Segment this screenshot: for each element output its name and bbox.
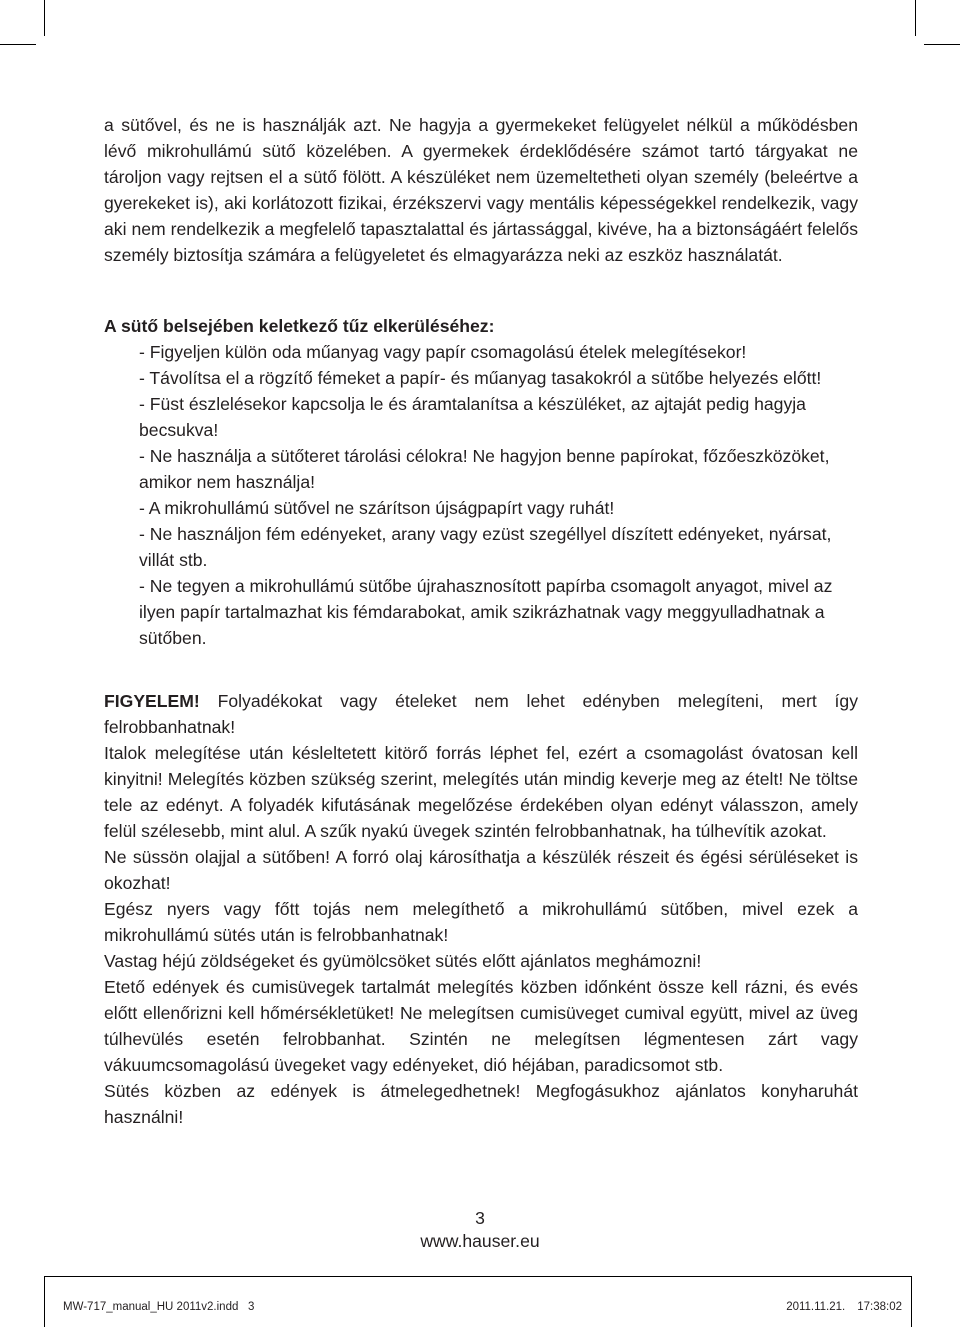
intro-block bbox=[104, 112, 858, 268]
crop-mark-top-left-h bbox=[0, 44, 36, 45]
crop-mark-top-right-h bbox=[924, 44, 960, 45]
crop-mark-top-right bbox=[915, 0, 916, 36]
list-item: - Füst észlelésekor kapcsolja le és áramtalanítsa a készüléket, az ajtaját pedig hagyja becsukva! bbox=[139, 394, 806, 440]
intro-paragraph: a sütővel, és ne is használják azt. Ne hagyja a gyermekeket felügyelet nélkül a működésben lévő mikrohullámú sütő közelében. A gyermekek érdeklődésére számot tartó tárgyakat ne tároljon vagy rejtsen el a sütő fölött. A készüléket nem üzemeltetheti olyan személy (beleértve a gyerekeket is), aki korlátozott fizikai, érzékszervi vagy mentális képességekkel rendelkezik, vagy aki nem rendelkezik a megfelelő tapasztalattal és jártassággal, kivéve, ha a biztonságáért felelős személy biztosítja számára a felügyeletet és elmagyarázza neki az eszköz használatát. bbox=[104, 115, 858, 265]
slug-time: 17:38:02 bbox=[857, 1301, 902, 1313]
slug-timestamp bbox=[786, 1300, 902, 1314]
section-heading: A sütő belsejében keletkező tűz elkerüléséhez: bbox=[104, 316, 495, 336]
warning-paragraph: Italok melegítése után késleltetett kitörő forrás léphet fel, ezért a csomagolást óvatosan kell kinyitni! Melegítés közben szükség szerint, melegítés után mindig keverje meg az ételt! Ne töltse tele az edényt. A folyadék kifutásának megelőzése érdekében olyan edényt válasszon, amely felül szélesebb, mint alul. A szűk nyakú üvegek szintén felrobbanhatnak, ha túlhevítik azokat. bbox=[104, 743, 858, 841]
fire-prevention-list bbox=[104, 339, 858, 651]
list-item: - Figyeljen külön oda műanyag vagy papír csomagolású ételek melegítésekor! bbox=[139, 342, 747, 362]
warning-section bbox=[104, 688, 858, 1130]
list-item: - Ne tegyen a mikrohullámú sütőbe újrahasznosított papírba csomagolt anyagot, mivel az ilyen papír tartalmazhat kis fémdarabokat, amik szikrázhatnak vagy meggyulladhatnak a sütőben. bbox=[139, 576, 833, 648]
crop-mark-top-left bbox=[44, 0, 45, 36]
warning-first-paragraph bbox=[104, 688, 858, 740]
website-url: www.hauser.eu bbox=[420, 1231, 540, 1251]
list-item: - Távolítsa el a rögzítő fémeket a papír- és műanyag tasakokról a sütőbe helyezés előtt! bbox=[139, 368, 822, 388]
fire-prevention-section bbox=[104, 313, 858, 651]
slug-file-name: MW-717_manual_HU 2011v2.indd 3 bbox=[63, 1301, 255, 1313]
list-item: - A mikrohullámú sütővel ne szárítson újságpapírt vagy ruhát! bbox=[139, 498, 615, 518]
list-item: - Ne használjon fém edényeket, arany vagy ezüst szegéllyel díszített edényeket, nyársat, villát stb. bbox=[139, 524, 832, 570]
list-item: - Ne használja a sütőteret tárolási célokra! Ne hagyjon benne papírokat, főzőeszközöket, amikor nem használja! bbox=[139, 446, 830, 492]
page-number: 3 bbox=[475, 1208, 485, 1228]
warning-paragraph: Vastag héjú zöldségeket és gyümölcsöket sütés előtt ajánlatos meghámozni! bbox=[104, 951, 702, 971]
warning-paragraph: Sütés közben az edények is átmelegedhetnek! Megfogásukhoz ajánlatos konyharuhát használni! bbox=[104, 1081, 858, 1127]
warning-paragraph: Egész nyers vagy főtt tojás nem melegíthető a mikrohullámú sütőben, mivel ezek a mikrohullámú sütés után is felrobbanhatnak! bbox=[104, 899, 858, 945]
warning-paragraph: Ne süssön olajjal a sütőben! A forró olaj károsíthatja a készülék részeit és égési sérüléseket is okozhat! bbox=[104, 847, 858, 893]
warning-label: FIGYELEM! bbox=[104, 691, 200, 711]
slug-date: 2011.11.21. bbox=[786, 1301, 846, 1313]
warning-first-text: Folyadékokat vagy ételeket nem lehet edényben melegíteni, mert így felrobbanhatnak! bbox=[104, 691, 858, 737]
warning-paragraph: Etető edények és cumisüvegek tartalmát melegítés közben időnként össze kell rázni, és evés előtt ellenőrizni kell hőmérsékletüket! Ne melegítsen cumisüveget cumival együtt, mivel az üveg túlhevülés esetén felrobbanhat. Szintén ne melegítsen légmentesen zárt vagy vákuumcsomagolású üvegeket vagy edényeket, dió héjában, paradicsomot stb. bbox=[104, 977, 858, 1075]
